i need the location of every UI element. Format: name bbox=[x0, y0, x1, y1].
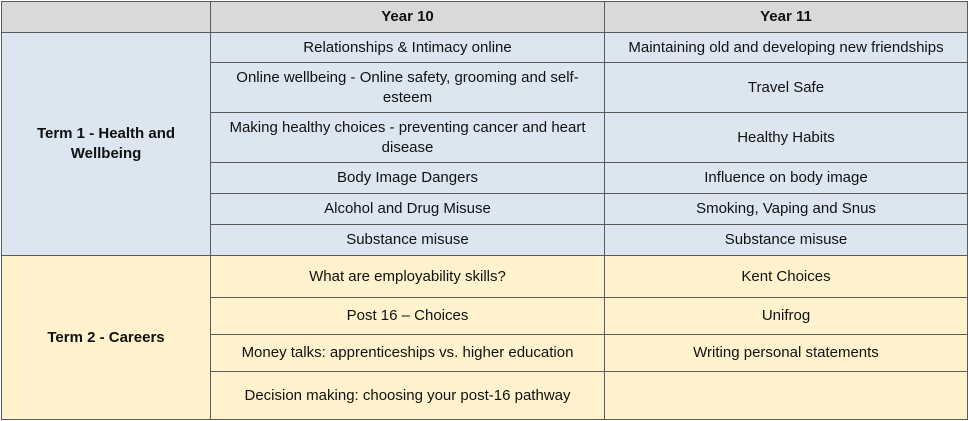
year-10-topic: Making healthy choices - preventing cancer and heart disease bbox=[211, 113, 605, 163]
header-year-10: Year 10 bbox=[211, 2, 605, 33]
year-11-topic: Smoking, Vaping and Snus bbox=[605, 194, 968, 225]
year-10-topic: Relationships & Intimacy online bbox=[211, 33, 605, 63]
header-row bbox=[2, 2, 968, 33]
year-10-topic: Substance misuse bbox=[211, 225, 605, 256]
year-11-topic: Substance misuse bbox=[605, 225, 968, 256]
year-10-topic: What are employability skills? bbox=[211, 256, 605, 298]
year-11-topic: Unifrog bbox=[605, 298, 968, 335]
term-1-label: Term 1 - Health and Wellbeing bbox=[2, 33, 211, 256]
year-11-topic: Kent Choices bbox=[605, 256, 968, 298]
table-row bbox=[2, 33, 968, 63]
table-row bbox=[2, 256, 968, 298]
header-corner-cell bbox=[2, 2, 211, 33]
term-2-label: Term 2 - Careers bbox=[2, 256, 211, 420]
year-11-topic: Travel Safe bbox=[605, 63, 968, 113]
header-year-11: Year 11 bbox=[605, 2, 968, 33]
year-10-topic: Body Image Dangers bbox=[211, 163, 605, 194]
year-11-topic: Writing personal statements bbox=[605, 335, 968, 372]
curriculum-table bbox=[1, 1, 968, 420]
year-11-topic: Maintaining old and developing new friendships bbox=[605, 33, 968, 63]
year-10-topic: Money talks: apprenticeships vs. higher education bbox=[211, 335, 605, 372]
year-11-topic: Healthy Habits bbox=[605, 113, 968, 163]
year-11-topic: Influence on body image bbox=[605, 163, 968, 194]
year-10-topic: Online wellbeing - Online safety, grooming and self-esteem bbox=[211, 63, 605, 113]
year-10-topic: Alcohol and Drug Misuse bbox=[211, 194, 605, 225]
year-10-topic: Decision making: choosing your post-16 pathway bbox=[211, 372, 605, 420]
year-11-topic bbox=[605, 372, 968, 420]
year-10-topic: Post 16 – Choices bbox=[211, 298, 605, 335]
